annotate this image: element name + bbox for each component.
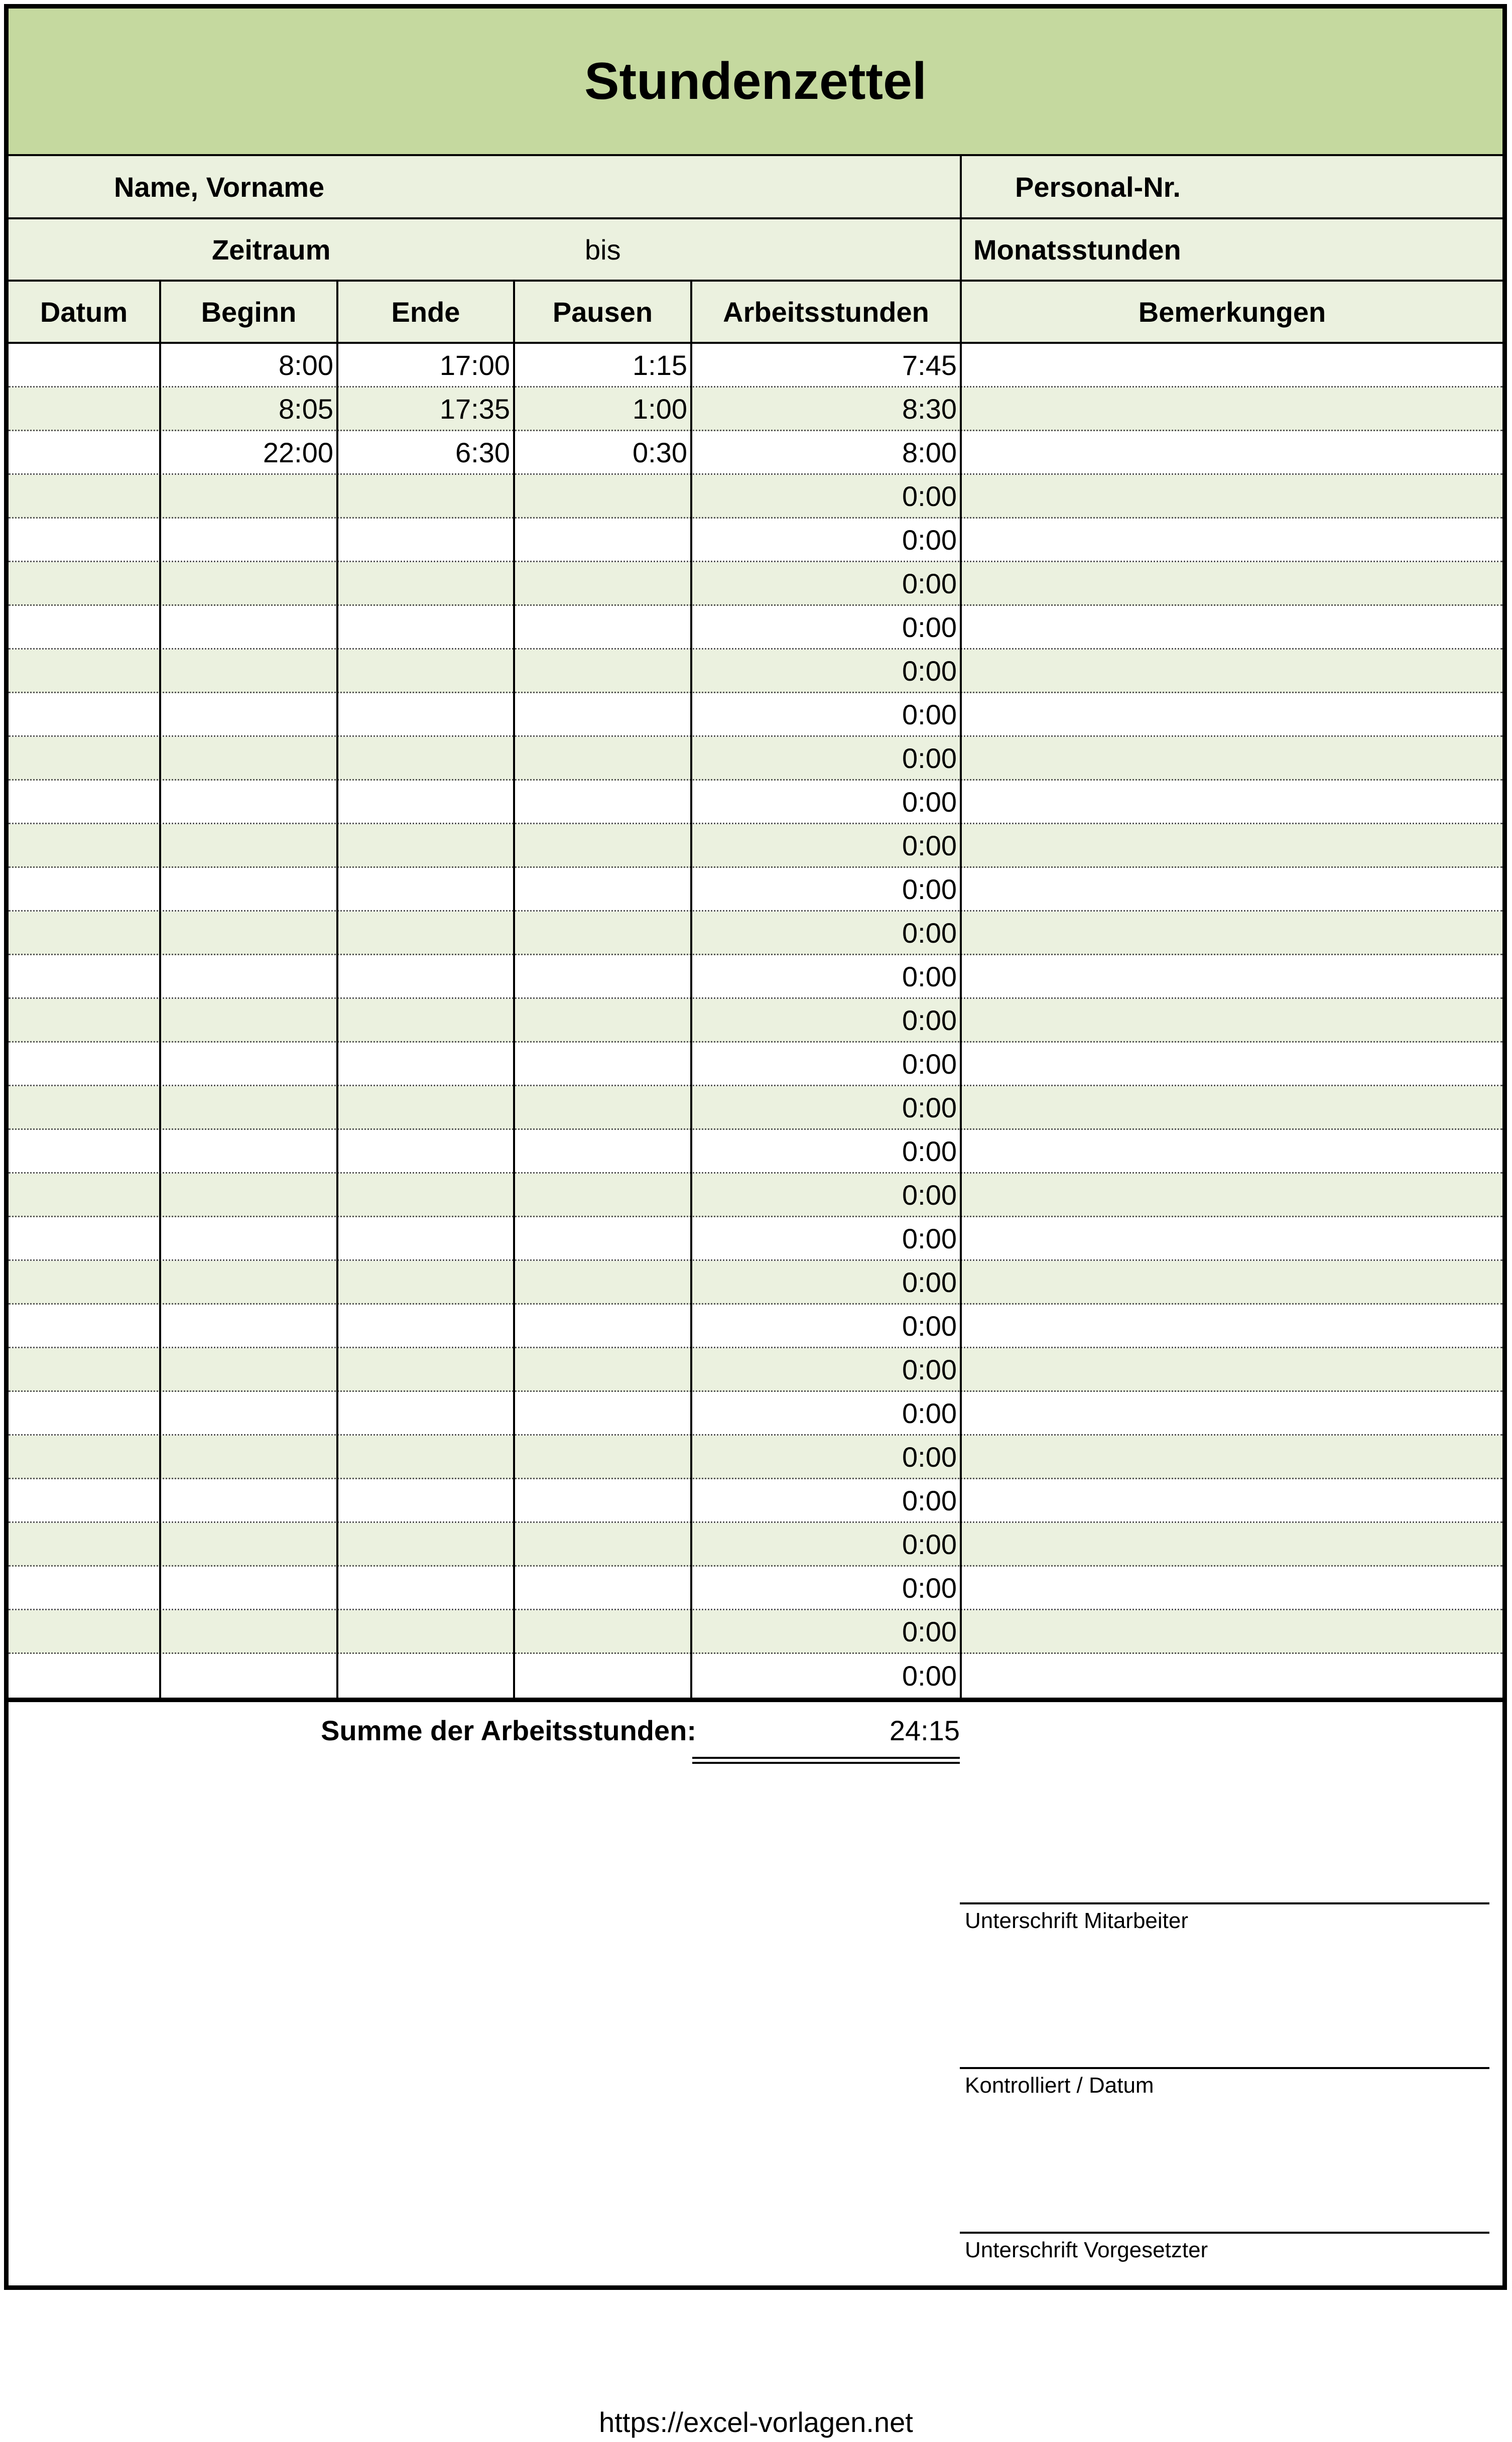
- name-label: Name, Vorname: [114, 171, 325, 203]
- cell-ende[interactable]: [338, 1392, 513, 1434]
- cell-beginn[interactable]: [161, 868, 336, 910]
- cell-datum[interactable]: [9, 912, 159, 954]
- cell-pausen[interactable]: [515, 737, 690, 779]
- cell-datum[interactable]: [9, 1567, 159, 1609]
- cell-ende[interactable]: [338, 824, 513, 866]
- cell-pausen[interactable]: 0:30: [633, 436, 687, 468]
- cell-pausen[interactable]: [515, 1348, 690, 1390]
- cell-bemerkungen[interactable]: [962, 388, 1502, 430]
- cell-arbeitsstunden[interactable]: 0:00: [902, 1660, 957, 1692]
- timesheet: [4, 4, 1507, 2290]
- cell-bemerkungen[interactable]: [962, 606, 1502, 648]
- cell-beginn[interactable]: [161, 1043, 336, 1085]
- cell-datum[interactable]: [9, 519, 159, 561]
- grid-line: [159, 282, 161, 1700]
- cell-ende[interactable]: [338, 1305, 513, 1347]
- zeitraum-label: Zeitraum: [212, 233, 331, 266]
- table-row: [9, 1567, 1502, 1610]
- cell-arbeitsstunden[interactable]: 0:00: [902, 698, 957, 730]
- table-row: [9, 1086, 1502, 1130]
- cell-arbeitsstunden[interactable]: 0:00: [902, 873, 957, 905]
- signature-label-employee: Unterschrift Mitarbeiter: [965, 1908, 1189, 1933]
- table-row: [9, 519, 1502, 562]
- cell-bemerkungen[interactable]: [962, 431, 1502, 473]
- cell-datum[interactable]: [9, 650, 159, 692]
- cell-bemerkungen[interactable]: [962, 344, 1502, 386]
- cell-ende[interactable]: 17:35: [439, 393, 510, 425]
- cell-datum[interactable]: [9, 1305, 159, 1347]
- cell-pausen[interactable]: [515, 1261, 690, 1303]
- cell-pausen[interactable]: [515, 693, 690, 735]
- cell-bemerkungen[interactable]: [962, 1392, 1502, 1434]
- cell-beginn[interactable]: 22:00: [263, 436, 333, 468]
- cell-arbeitsstunden[interactable]: 7:45: [902, 349, 957, 381]
- cell-pausen[interactable]: [515, 1567, 690, 1609]
- table-row: [9, 431, 1502, 475]
- cell-pausen[interactable]: [515, 1305, 690, 1347]
- cell-bemerkungen[interactable]: [962, 519, 1502, 561]
- signature-line-supervisor[interactable]: [960, 2232, 1489, 2234]
- cell-arbeitsstunden[interactable]: 0:00: [902, 1179, 957, 1211]
- cell-beginn[interactable]: [161, 1086, 336, 1128]
- table-row: [9, 781, 1502, 824]
- table-row: [9, 912, 1502, 955]
- cell-bemerkungen[interactable]: [962, 650, 1502, 692]
- cell-beginn[interactable]: [161, 519, 336, 561]
- cell-bemerkungen[interactable]: [962, 1305, 1502, 1347]
- cell-ende[interactable]: [338, 1348, 513, 1390]
- cell-ende[interactable]: [338, 606, 513, 648]
- cell-bemerkungen[interactable]: [962, 562, 1502, 604]
- divider: [960, 156, 962, 217]
- cell-pausen[interactable]: [515, 868, 690, 910]
- grid-line: [960, 282, 962, 1700]
- cell-beginn[interactable]: [161, 955, 336, 997]
- cell-bemerkungen[interactable]: [962, 824, 1502, 866]
- table-row: [9, 562, 1502, 606]
- cell-datum[interactable]: [9, 781, 159, 823]
- cell-pausen[interactable]: [515, 1217, 690, 1259]
- cell-arbeitsstunden[interactable]: 8:00: [902, 436, 957, 468]
- cell-pausen[interactable]: 1:00: [633, 393, 687, 425]
- table-row: [9, 1479, 1502, 1523]
- column-header-pausen: Pausen: [552, 296, 653, 328]
- cell-ende[interactable]: [338, 1174, 513, 1216]
- cell-arbeitsstunden[interactable]: 0:00: [902, 1266, 957, 1298]
- cell-bemerkungen[interactable]: [962, 1436, 1502, 1478]
- cell-bemerkungen[interactable]: [962, 955, 1502, 997]
- cell-beginn[interactable]: [161, 1261, 336, 1303]
- cell-pausen[interactable]: [515, 1436, 690, 1478]
- column-header-row: [9, 282, 1502, 344]
- cell-bemerkungen[interactable]: [962, 1130, 1502, 1172]
- cell-ende[interactable]: [338, 1130, 513, 1172]
- cell-pausen[interactable]: [515, 519, 690, 561]
- total-hours-value: 24:15: [889, 1715, 960, 1746]
- cell-datum[interactable]: [9, 1479, 159, 1521]
- cell-pausen[interactable]: [515, 1130, 690, 1172]
- bis-label: bis: [585, 233, 621, 266]
- cell-datum[interactable]: [9, 606, 159, 648]
- cell-bemerkungen[interactable]: [962, 1348, 1502, 1390]
- cell-pausen[interactable]: [515, 781, 690, 823]
- cell-ende[interactable]: [338, 955, 513, 997]
- cell-pausen[interactable]: [515, 1654, 690, 1698]
- cell-bemerkungen[interactable]: [962, 1174, 1502, 1216]
- cell-arbeitsstunden[interactable]: 8:30: [902, 393, 957, 425]
- cell-bemerkungen[interactable]: [962, 475, 1502, 517]
- table-row: [9, 1523, 1502, 1567]
- cell-beginn[interactable]: [161, 1567, 336, 1609]
- column-header-bemerkungen: Bemerkungen: [1138, 296, 1326, 328]
- cell-bemerkungen[interactable]: [962, 1086, 1502, 1128]
- monatsstunden-label: Monatsstunden: [973, 233, 1181, 266]
- cell-datum[interactable]: [9, 562, 159, 604]
- table-row: [9, 955, 1502, 999]
- cell-ende[interactable]: [338, 999, 513, 1041]
- cell-beginn[interactable]: [161, 912, 336, 954]
- cell-arbeitsstunden[interactable]: 0:00: [902, 960, 957, 992]
- double-underline: [692, 1762, 960, 1764]
- cell-arbeitsstunden[interactable]: 0:00: [902, 786, 957, 818]
- cell-ende[interactable]: [338, 650, 513, 692]
- cell-datum[interactable]: [9, 824, 159, 866]
- grid-line: [690, 282, 692, 1700]
- cell-beginn[interactable]: [161, 1348, 336, 1390]
- cell-datum[interactable]: [9, 868, 159, 910]
- cell-arbeitsstunden[interactable]: 0:00: [902, 1048, 957, 1080]
- cell-datum[interactable]: [9, 1086, 159, 1128]
- cell-datum[interactable]: [9, 431, 159, 473]
- cell-datum[interactable]: [9, 1261, 159, 1303]
- cell-arbeitsstunden[interactable]: 0:00: [902, 1222, 957, 1254]
- cell-ende[interactable]: 17:00: [439, 349, 510, 381]
- table-row: [9, 1043, 1502, 1086]
- cell-pausen[interactable]: [515, 562, 690, 604]
- cell-beginn[interactable]: [161, 1654, 336, 1698]
- table-row: [9, 1392, 1502, 1436]
- cell-beginn[interactable]: 8:00: [279, 349, 333, 381]
- cell-beginn[interactable]: [161, 1174, 336, 1216]
- cell-bemerkungen[interactable]: [962, 1523, 1502, 1565]
- period-row: [9, 219, 1502, 282]
- cell-arbeitsstunden[interactable]: 0:00: [902, 1091, 957, 1123]
- cell-ende[interactable]: [338, 1523, 513, 1565]
- table-row: [9, 1654, 1502, 1698]
- cell-arbeitsstunden[interactable]: 0:00: [902, 1004, 957, 1036]
- cell-pausen[interactable]: [515, 650, 690, 692]
- cell-datum[interactable]: [9, 1436, 159, 1478]
- cell-beginn[interactable]: [161, 1130, 336, 1172]
- cell-pausen[interactable]: [515, 1523, 690, 1565]
- cell-arbeitsstunden[interactable]: 0:00: [902, 480, 957, 512]
- cell-beginn[interactable]: [161, 737, 336, 779]
- signature-line-checked-date[interactable]: [960, 2067, 1489, 2069]
- cell-pausen[interactable]: [515, 606, 690, 648]
- signature-label-supervisor: Unterschrift Vorgesetzter: [965, 2238, 1208, 2262]
- cell-beginn[interactable]: [161, 1305, 336, 1347]
- cell-beginn[interactable]: [161, 1610, 336, 1652]
- cell-ende[interactable]: [338, 562, 513, 604]
- table-bottom-border: [9, 1698, 1502, 1702]
- cell-bemerkungen[interactable]: [962, 1217, 1502, 1259]
- cell-pausen[interactable]: [515, 1479, 690, 1521]
- table-row: [9, 737, 1502, 781]
- table-row: [9, 1348, 1502, 1392]
- cell-ende[interactable]: [338, 1436, 513, 1478]
- cell-ende[interactable]: [338, 693, 513, 735]
- title-bar: [9, 9, 1502, 156]
- grid-line: [513, 282, 515, 1700]
- cell-datum[interactable]: [9, 475, 159, 517]
- column-header-beginn: Beginn: [201, 296, 297, 328]
- cell-ende[interactable]: 6:30: [455, 436, 510, 468]
- table-row: [9, 1174, 1502, 1217]
- cell-beginn[interactable]: [161, 475, 336, 517]
- cell-bemerkungen[interactable]: [962, 693, 1502, 735]
- signature-label-checked-date: Kontrolliert / Datum: [965, 2073, 1154, 2098]
- cell-datum[interactable]: [9, 693, 159, 735]
- cell-ende[interactable]: [338, 1567, 513, 1609]
- cell-beginn[interactable]: [161, 606, 336, 648]
- cell-beginn[interactable]: [161, 1436, 336, 1478]
- cell-bemerkungen[interactable]: [962, 781, 1502, 823]
- cell-datum[interactable]: [9, 1217, 159, 1259]
- cell-ende[interactable]: [338, 475, 513, 517]
- cell-bemerkungen[interactable]: [962, 912, 1502, 954]
- cell-bemerkungen[interactable]: [962, 1654, 1502, 1698]
- table-row: [9, 475, 1502, 519]
- cell-pausen[interactable]: [515, 475, 690, 517]
- cell-pausen[interactable]: 1:15: [633, 349, 687, 381]
- cell-arbeitsstunden[interactable]: 0:00: [902, 829, 957, 861]
- cell-datum[interactable]: [9, 1610, 159, 1652]
- cell-arbeitsstunden[interactable]: 0:00: [902, 1572, 957, 1604]
- cell-arbeitsstunden[interactable]: 0:00: [902, 655, 957, 687]
- cell-datum[interactable]: [9, 1654, 159, 1698]
- cell-beginn[interactable]: [161, 781, 336, 823]
- footer-url[interactable]: https://excel-vorlagen.net: [599, 2406, 913, 2438]
- cell-arbeitsstunden[interactable]: 0:00: [902, 524, 957, 556]
- cell-pausen[interactable]: [515, 955, 690, 997]
- table-row: [9, 388, 1502, 431]
- table-row: [9, 1436, 1502, 1479]
- cell-arbeitsstunden[interactable]: 0:00: [902, 1353, 957, 1385]
- signature-line-employee[interactable]: [960, 1902, 1489, 1904]
- cell-ende[interactable]: [338, 1610, 513, 1652]
- table-row: [9, 344, 1502, 388]
- cell-datum[interactable]: [9, 955, 159, 997]
- table-row: [9, 999, 1502, 1043]
- cell-beginn[interactable]: [161, 1392, 336, 1434]
- cell-pausen[interactable]: [515, 1610, 690, 1652]
- cell-arbeitsstunden[interactable]: 0:00: [902, 1528, 957, 1560]
- table-row: [9, 650, 1502, 693]
- cell-ende[interactable]: [338, 1479, 513, 1521]
- cell-bemerkungen[interactable]: [962, 1479, 1502, 1521]
- cell-ende[interactable]: [338, 519, 513, 561]
- cell-beginn[interactable]: [161, 824, 336, 866]
- double-underline: [692, 1757, 960, 1759]
- cell-pausen[interactable]: [515, 1086, 690, 1128]
- cell-bemerkungen[interactable]: [962, 1567, 1502, 1609]
- table-row: [9, 606, 1502, 650]
- table-row: [9, 1610, 1502, 1654]
- cell-bemerkungen[interactable]: [962, 1261, 1502, 1303]
- table-row: [9, 693, 1502, 737]
- cell-beginn[interactable]: [161, 1217, 336, 1259]
- cell-ende[interactable]: [338, 912, 513, 954]
- cell-arbeitsstunden[interactable]: 0:00: [902, 611, 957, 643]
- cell-datum[interactable]: [9, 737, 159, 779]
- cell-beginn[interactable]: [161, 650, 336, 692]
- cell-datum[interactable]: [9, 1043, 159, 1085]
- table-row: [9, 1130, 1502, 1174]
- divider: [960, 219, 962, 280]
- table-row: [9, 824, 1502, 868]
- cell-pausen[interactable]: [515, 1043, 690, 1085]
- cell-datum[interactable]: [9, 1130, 159, 1172]
- cell-arbeitsstunden[interactable]: 0:00: [902, 1484, 957, 1516]
- cell-pausen[interactable]: [515, 1174, 690, 1216]
- cell-ende[interactable]: [338, 1086, 513, 1128]
- cell-beginn[interactable]: [161, 1523, 336, 1565]
- cell-ende[interactable]: [338, 1217, 513, 1259]
- personal-nr-label: Personal-Nr.: [1015, 171, 1181, 203]
- cell-datum[interactable]: [9, 1174, 159, 1216]
- table-row: [9, 1305, 1502, 1348]
- cell-arbeitsstunden[interactable]: 0:00: [902, 1310, 957, 1342]
- cell-arbeitsstunden[interactable]: 0:00: [902, 1615, 957, 1647]
- cell-pausen[interactable]: [515, 824, 690, 866]
- cell-datum[interactable]: [9, 388, 159, 430]
- cell-arbeitsstunden[interactable]: 0:00: [902, 567, 957, 599]
- cell-arbeitsstunden[interactable]: 0:00: [902, 1397, 957, 1429]
- column-header-datum: Datum: [40, 296, 128, 328]
- cell-datum[interactable]: [9, 344, 159, 386]
- table-row: [9, 868, 1502, 912]
- column-header-ende: Ende: [391, 296, 460, 328]
- cell-ende[interactable]: [338, 781, 513, 823]
- cell-datum[interactable]: [9, 1392, 159, 1434]
- cell-ende[interactable]: [338, 1654, 513, 1698]
- cell-datum[interactable]: [9, 999, 159, 1041]
- cell-ende[interactable]: [338, 868, 513, 910]
- cell-arbeitsstunden[interactable]: 0:00: [902, 1135, 957, 1167]
- cell-datum[interactable]: [9, 1348, 159, 1390]
- grid-line: [336, 282, 338, 1700]
- cell-arbeitsstunden[interactable]: 0:00: [902, 742, 957, 774]
- cell-ende[interactable]: [338, 737, 513, 779]
- cell-beginn[interactable]: [161, 693, 336, 735]
- cell-bemerkungen[interactable]: [962, 1610, 1502, 1652]
- total-hours-label: Summe der Arbeitsstunden:: [321, 1715, 696, 1746]
- cell-beginn[interactable]: 8:05: [279, 393, 333, 425]
- table-row: [9, 1261, 1502, 1305]
- cell-arbeitsstunden[interactable]: 0:00: [902, 1441, 957, 1473]
- cell-arbeitsstunden[interactable]: 0:00: [902, 917, 957, 949]
- cell-bemerkungen[interactable]: [962, 999, 1502, 1041]
- table-row: [9, 1217, 1502, 1261]
- page-title: Stundenzettel: [584, 52, 927, 110]
- cell-pausen[interactable]: [515, 999, 690, 1041]
- cell-pausen[interactable]: [515, 1392, 690, 1434]
- cell-ende[interactable]: [338, 1043, 513, 1085]
- cell-datum[interactable]: [9, 1523, 159, 1565]
- cell-ende[interactable]: [338, 1261, 513, 1303]
- cell-bemerkungen[interactable]: [962, 868, 1502, 910]
- cell-beginn[interactable]: [161, 1479, 336, 1521]
- cell-beginn[interactable]: [161, 562, 336, 604]
- cell-bemerkungen[interactable]: [962, 1043, 1502, 1085]
- cell-beginn[interactable]: [161, 999, 336, 1041]
- column-header-arbeitsstunden: Arbeitsstunden: [723, 296, 929, 328]
- name-row: [9, 156, 1502, 219]
- cell-pausen[interactable]: [515, 912, 690, 954]
- cell-bemerkungen[interactable]: [962, 737, 1502, 779]
